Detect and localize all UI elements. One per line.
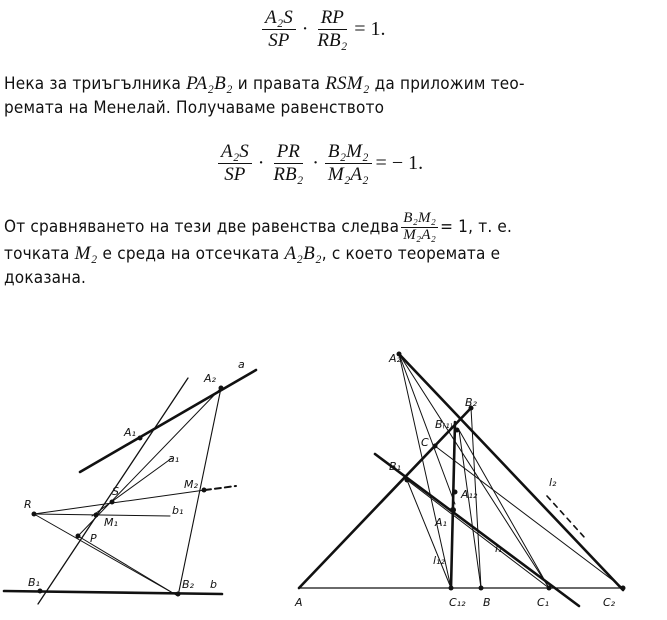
paragraph-conclusion	[4, 209, 513, 290]
segment-bc-b	[459, 430, 481, 588]
text: доказана.	[4, 268, 87, 288]
label-b: B	[483, 596, 491, 609]
figure-right-construction	[285, 320, 665, 620]
text: = 1, т. е.	[440, 217, 513, 237]
label-bc: B₍₁₎	[435, 418, 453, 431]
denominator: RB₂	[273, 163, 304, 185]
text-line	[4, 72, 525, 96]
dot-operator: ·	[301, 17, 309, 40]
point-a1	[450, 507, 456, 513]
point-a1	[138, 436, 143, 441]
math-line: RSM₂	[325, 73, 370, 94]
label-a12: A₁₂	[461, 488, 478, 501]
point-c12	[449, 586, 454, 591]
label-r: R	[24, 498, 32, 511]
line-b	[4, 591, 222, 594]
fraction-a2s-sp	[262, 8, 296, 51]
fraction-rp-rb2	[314, 8, 350, 51]
label-m2: M₂	[184, 478, 198, 491]
numerator: A₂S	[262, 8, 296, 30]
dot-operator: ·	[312, 151, 319, 174]
fraction-pr-rb2	[270, 142, 306, 185]
point-m2	[202, 488, 207, 493]
label-a1: A₁	[435, 516, 447, 529]
segment-c-c2	[435, 446, 623, 588]
label-b2: B₂	[465, 396, 477, 409]
label-b1: B₁	[389, 460, 401, 473]
point-c2	[621, 586, 626, 591]
numerator: B₂M₂	[325, 142, 372, 164]
fraction-b2m2-m2a2	[325, 142, 372, 185]
text-line	[4, 266, 512, 290]
label-m1: M₁	[104, 516, 118, 529]
label-b2: B₂	[182, 578, 194, 591]
text: е среда на отсечката	[97, 244, 285, 264]
label-b1-line: b₁	[172, 504, 184, 517]
point-b1	[405, 478, 410, 483]
text: точката	[4, 244, 75, 264]
label-c: C	[421, 436, 429, 449]
equation-menelaus-1	[262, 8, 386, 51]
label-a1: A₁	[124, 426, 136, 439]
numerator: PR	[274, 142, 303, 164]
text-line	[4, 96, 525, 120]
label-c2: C₂	[603, 596, 616, 609]
label-c1: C₁	[537, 596, 550, 609]
denominator: M₂A₂	[327, 163, 369, 185]
label-p: P	[90, 532, 97, 545]
text: , с което теоремата е	[321, 244, 501, 264]
point-r	[32, 512, 37, 517]
point-a12	[453, 490, 458, 495]
math-point: M₂	[74, 243, 98, 264]
dot-operator: ·	[257, 151, 265, 174]
figure-left-construction	[0, 350, 260, 620]
label-c12: C₁₂	[449, 596, 466, 609]
fraction-a2s-sp	[218, 142, 252, 185]
point-m1	[94, 513, 99, 518]
text: да приложим тео-	[369, 74, 525, 94]
point-b	[479, 586, 484, 591]
point-c1	[547, 586, 552, 591]
line-l12	[451, 422, 455, 588]
label-l1: l₁	[495, 542, 503, 555]
equation-menelaus-2	[218, 142, 423, 185]
dashed-extension	[205, 486, 236, 490]
equation-rhs: = − 1.	[375, 151, 424, 174]
numerator: RP	[318, 8, 347, 30]
point-p	[76, 534, 81, 539]
math-triangle: PA₂B₂	[186, 73, 233, 94]
label-l12: l₁₂	[433, 554, 445, 567]
text-line	[4, 209, 513, 243]
line-b1	[34, 514, 170, 516]
point-c	[433, 444, 438, 449]
label-b: b	[210, 578, 217, 591]
text: От сравняването на тези две равенства следва	[4, 217, 400, 237]
math-segment: A₂B₂	[284, 243, 322, 264]
numerator: B₂M₂	[403, 209, 437, 226]
label-a2: A₂	[204, 372, 216, 385]
label-b1-point: B₁	[28, 576, 40, 589]
segment-p-b2	[78, 536, 178, 596]
inline-fraction-b2m2-m2a2	[401, 211, 438, 244]
denominator: SP	[268, 29, 290, 51]
text: Нека за триъгълника	[4, 74, 187, 94]
point-b2	[176, 592, 181, 597]
text: ремата на Менелай. Получаваме равенството	[4, 98, 385, 118]
label-small-a1: a₁	[168, 452, 180, 465]
point-s	[110, 500, 115, 505]
point-a2	[219, 386, 224, 391]
equation-rhs: = 1.	[354, 17, 386, 40]
numerator: A₂S	[218, 142, 252, 164]
denominator: M₂A₂	[403, 226, 437, 243]
line-a1	[92, 458, 172, 516]
label-a: A	[295, 596, 303, 609]
label-a2: A₂	[389, 352, 401, 365]
segment-bc-c1	[459, 430, 549, 588]
label-s: S	[112, 485, 119, 498]
text-line	[4, 242, 512, 266]
segment-a2-b2	[178, 388, 221, 596]
paragraph-menelaus-intro	[4, 72, 525, 120]
denominator: SP	[224, 163, 246, 185]
label-l2: l₂	[549, 476, 557, 489]
point-b1	[38, 589, 43, 594]
text: и правата	[232, 74, 326, 94]
label-a: a	[238, 358, 245, 371]
point-bc	[455, 428, 460, 433]
denominator: RB₂	[317, 29, 348, 51]
